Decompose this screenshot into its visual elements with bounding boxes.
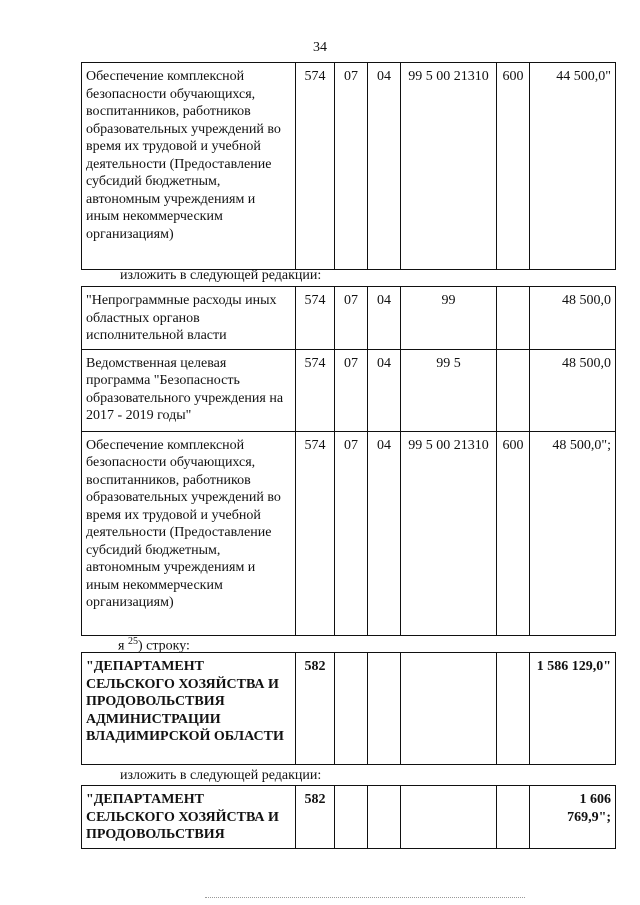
sum-cell: 48 500,0 — [530, 287, 616, 350]
pr-cell: 04 — [368, 431, 401, 635]
edit-instruction: изложить в следующей редакции: — [120, 268, 322, 283]
table-row — [82, 653, 616, 765]
vr-cell — [497, 349, 530, 431]
vr-cell: 600 — [497, 63, 530, 270]
rz-cell: 07 — [335, 431, 368, 635]
vr-cell — [497, 653, 530, 765]
row-name: Обеспечение комплексной безопасности обучающихся, воспитанников, работников образовательных учреждений во время их трудовой и учебной деятельности (Предоставление субсидий бюджетным, автономным учреждениям и иным некоммерческим организациям) — [82, 431, 296, 635]
note-prefix: я — [118, 638, 125, 654]
csr-cell: 99 5 00 21310 — [401, 63, 497, 270]
budget-table-dept-new — [81, 785, 616, 849]
row-name: "Непрограммные расходы иных областных органов исполнительной власти — [82, 287, 296, 350]
page-number: 34 — [313, 40, 327, 55]
ved-cell: 574 — [296, 63, 335, 270]
pr-cell: 04 — [368, 63, 401, 270]
vr-cell: 600 — [497, 431, 530, 635]
footnote-marker: 25 — [127, 636, 138, 647]
ved-cell: 574 — [296, 431, 335, 635]
csr-cell: 99 5 — [401, 349, 497, 431]
vr-cell — [497, 287, 530, 350]
ved-cell: 582 — [296, 786, 335, 849]
note-suffix: ) строку: — [137, 638, 190, 654]
csr-cell: 99 — [401, 287, 497, 350]
budget-table-dept-old — [81, 652, 616, 765]
pr-cell: 04 — [368, 349, 401, 431]
sum-cell: 44 500,0" — [530, 63, 616, 270]
table-row — [82, 63, 616, 270]
budget-table-old — [81, 62, 616, 270]
pr-cell — [368, 653, 401, 765]
pr-cell — [368, 786, 401, 849]
rz-cell: 07 — [335, 287, 368, 350]
rz-cell: 07 — [335, 349, 368, 431]
rz-cell — [335, 786, 368, 849]
rz-cell — [335, 653, 368, 765]
table-row — [82, 349, 616, 431]
table-row — [82, 431, 616, 635]
table-row — [82, 287, 616, 350]
row-name: "ДЕПАРТАМЕНТ СЕЛЬСКОГО ХОЗЯЙСТВА И ПРОДОВОЛЬСТВИЯ АДМИНИСТРАЦИИ ВЛАДИМИРСКОЙ ОБЛАСТИ — [82, 653, 296, 765]
csr-cell — [401, 786, 497, 849]
table-row — [82, 786, 616, 849]
rz-cell: 07 — [335, 63, 368, 270]
pr-cell: 04 — [368, 287, 401, 350]
scan-artifact-line — [205, 897, 525, 900]
ved-cell: 574 — [296, 349, 335, 431]
edit-instruction: изложить в следующей редакции: — [120, 768, 322, 783]
row-name: "ДЕПАРТАМЕНТ СЕЛЬСКОГО ХОЗЯЙСТВА И ПРОДОВОЛЬСТВИЯ — [82, 786, 296, 849]
sum-cell: 1 606 769,9"; — [530, 786, 616, 849]
sum-cell: 48 500,0 — [530, 349, 616, 431]
budget-table-new — [81, 286, 616, 636]
sum-cell: 1 586 129,0" — [530, 653, 616, 765]
vr-cell — [497, 786, 530, 849]
sum-cell: 48 500,0"; — [530, 431, 616, 635]
csr-cell — [401, 653, 497, 765]
row-name: Обеспечение комплексной безопасности обучающихся, воспитанников, работников образовательных учреждений во время их трудовой и учебной деятельности (Предоставление субсидий бюджетным, автономным учреждениям и иным некоммерческим организациям) — [82, 63, 296, 270]
ved-cell: 582 — [296, 653, 335, 765]
csr-cell: 99 5 00 21310 — [401, 431, 497, 635]
ved-cell: 574 — [296, 287, 335, 350]
row-name: Ведомственная целевая программа "Безопасность образовательного учреждения на 2017 - 2019 годы" — [82, 349, 296, 431]
